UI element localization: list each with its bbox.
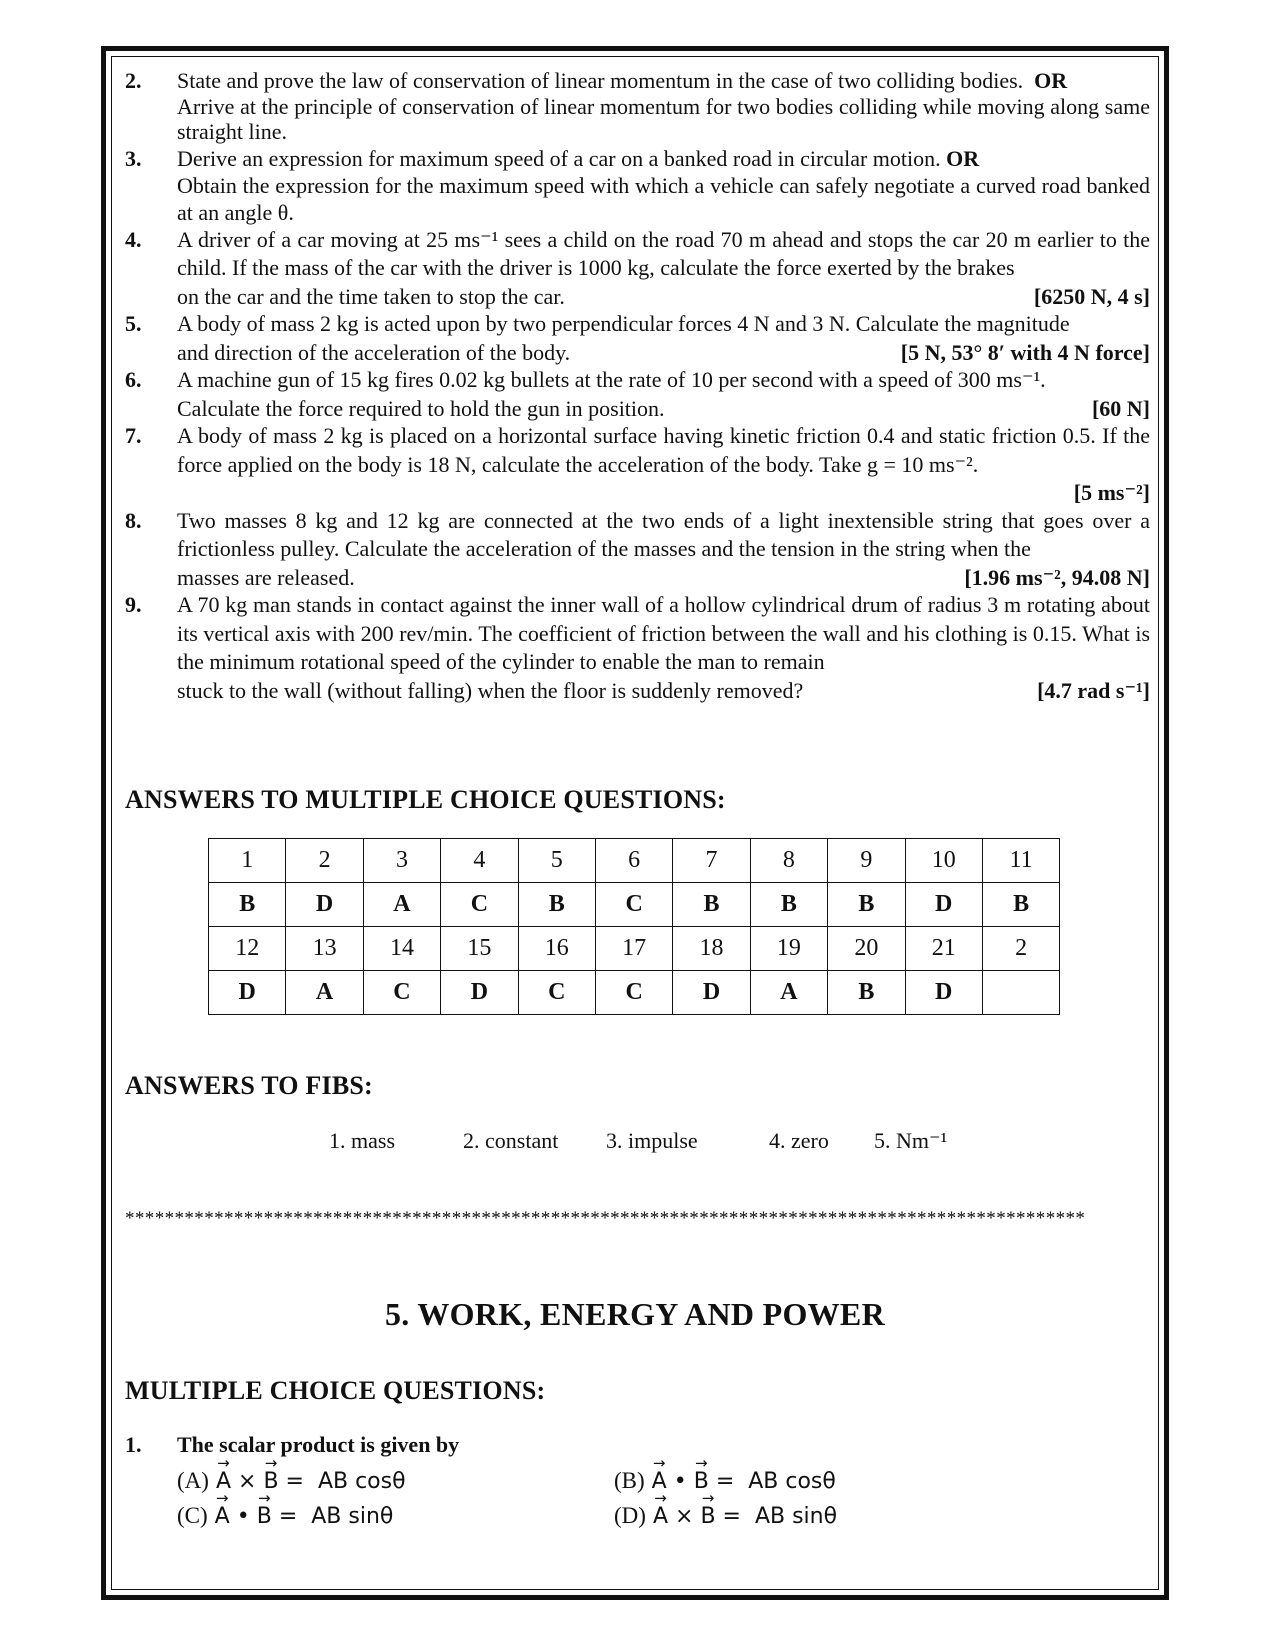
question-text-end: stuck to the wall (without falling) when the floor is suddenly removed? (177, 677, 804, 703)
question-text: A 70 kg man stands in contact against the inner wall of a hollow cylindrical drum of radius 3 m rotating about its vertical axis with 200 rev/min. The coefficient of friction between the wall and his clothing is 0.15. What is the minimum rotational speed of the cylinder to enable the man to remain (177, 592, 1150, 674)
question-2 (125, 68, 1150, 145)
fib-answer-4: 4. zero (769, 1128, 829, 1153)
question-text-alt: Arrive at the principle of conservation of linear momentum for two bodies colliding while moving along same straight line. (177, 93, 1150, 144)
question-number: 7. (125, 423, 142, 448)
option-c (177, 1503, 393, 1529)
mcq-table-cell: C (595, 883, 672, 927)
answer-key: [6250 N, 4 s] (1033, 283, 1150, 309)
mcq-table-cell: 11 (982, 839, 1059, 883)
fib-answer-5: 5. Nm⁻¹ (874, 1128, 948, 1153)
fib-answer-3: 3. impulse (606, 1128, 698, 1153)
fib-answer-2: 2. constant (463, 1128, 559, 1153)
question-4 (125, 226, 1150, 311)
question-text-end: and direction of the acceleration of the body. (177, 339, 571, 365)
mcq-table-cell: B (673, 883, 750, 927)
question-text: Two masses 8 kg and 12 kg are connected at the two ends of a light inextensible string that goes over a frictionless pulley. Calculate the acceleration of the masses and the tension in the string when the (177, 507, 1150, 561)
mcq-table-cell: 10 (905, 839, 982, 883)
mcq-table-cell: 3 (363, 839, 440, 883)
operator: × (238, 1469, 257, 1494)
question-text: A body of mass 2 kg is acted upon by two perpendicular forces 4 N and 3 N. Calculate the magnitude (177, 311, 1070, 336)
questions-list (125, 68, 1150, 704)
option-label: (A) (177, 1468, 209, 1493)
question-number: 6. (125, 367, 142, 392)
mcq-table-cell: C (595, 971, 672, 1015)
mcq-table-row (209, 927, 1060, 971)
question-3 (125, 145, 1150, 226)
mcq-table-cell: A (286, 971, 363, 1015)
mcq-answers-heading: ANSWERS TO MULTIPLE CHOICE QUESTIONS: (125, 785, 726, 814)
mcq-table-cell: C (441, 883, 518, 927)
option-b (614, 1468, 836, 1494)
vector-a: → A (216, 1469, 231, 1494)
option-rhs: = AB cosθ (715, 1469, 836, 1494)
question-1-text: The scalar product is given by (177, 1432, 460, 1457)
mcq-table-cell: 19 (750, 927, 827, 971)
question-1 (125, 1432, 142, 1458)
mcq-table-row (209, 839, 1060, 883)
question-text: A machine gun of 15 kg fires 0.02 kg bullets at the rate of 10 per second with a speed of 300 ms⁻¹. (177, 367, 1046, 392)
mcq-answers-table (208, 838, 1060, 1015)
option-label: (B) (614, 1468, 645, 1493)
mcq-table-cell: C (518, 971, 595, 1015)
mcq-table-row (209, 971, 1060, 1015)
mcq-table-cell: 17 (595, 927, 672, 971)
mcq-table-cell: D (286, 883, 363, 927)
mcq-table-cell: 6 (595, 839, 672, 883)
mcq-table-cell: D (905, 883, 982, 927)
question-number: 8. (125, 507, 142, 533)
option-rhs: = AB sinθ (278, 1504, 394, 1529)
answer-key: [1.96 ms⁻², 94.08 N] (964, 564, 1150, 590)
option-label: (D) (614, 1503, 646, 1528)
option-rhs: = AB cosθ (285, 1469, 406, 1494)
mcq-table-cell: D (209, 971, 286, 1015)
question-number: 2. (125, 68, 142, 93)
fibs-heading: ANSWERS TO FIBS: (125, 1071, 373, 1100)
question-text: A driver of a car moving at 25 ms⁻¹ sees a child on the road 70 m ahead and stops the car 20 m earlier to the child. If the mass of the car with the driver is 1000 kg, calculate the force exerted by the brakes (177, 226, 1150, 280)
mcq-table-cell: B (828, 883, 905, 927)
vector-b: → B (257, 1504, 272, 1529)
option-rhs: = AB sinθ (722, 1504, 838, 1529)
mcq-table-cell: 20 (828, 927, 905, 971)
vector-b: → B (694, 1469, 709, 1494)
option-a (177, 1468, 406, 1494)
mcq-table-cell: 12 (209, 927, 286, 971)
mcq-table-cell: D (441, 971, 518, 1015)
mcq-table-cell: 2 (286, 839, 363, 883)
question-number: 1. (125, 1432, 142, 1457)
answer-key: [5 N, 53° 8′ with 4 N force] (900, 339, 1150, 365)
mcq-table-cell: 4 (441, 839, 518, 883)
question-9 (125, 591, 1150, 704)
or-label: OR (1034, 68, 1068, 93)
question-text-alt: Obtain the expression for the maximum speed with which a vehicle can safely negotiate a curved road banked at an angle θ. (177, 172, 1150, 225)
mcq-table-cell: B (518, 883, 595, 927)
question-7 (125, 422, 1150, 507)
operator: • (236, 1504, 250, 1529)
fib-answer-1: 1. mass (329, 1128, 395, 1153)
option-label: (C) (177, 1503, 208, 1528)
answer-key: [60 N] (1091, 395, 1150, 421)
vector-a: → A (652, 1469, 667, 1494)
mcq-table-cell: 14 (363, 927, 440, 971)
vector-a: → A (215, 1504, 230, 1529)
question-number: 4. (125, 226, 142, 252)
mcq-table-cell: A (363, 883, 440, 927)
question-number: 9. (125, 592, 142, 617)
question-6 (125, 366, 1150, 422)
question-text-end: masses are released. (177, 564, 355, 590)
mcq-table-cell: B (750, 883, 827, 927)
question-text-end: on the car and the time taken to stop the car. (177, 283, 565, 309)
mcq-table-cell: 5 (518, 839, 595, 883)
mcq-table-cell: A (750, 971, 827, 1015)
operator: × (675, 1504, 694, 1529)
answer-key: [4.7 rad s⁻¹] (1037, 677, 1150, 703)
mcq-table-cell: B (828, 971, 905, 1015)
vector-a: → A (653, 1504, 668, 1529)
mcq-table-cell: 9 (828, 839, 905, 883)
mcq-table-cell: 15 (441, 927, 518, 971)
mcq-table-cell: 1 (209, 839, 286, 883)
vector-b: → B (700, 1504, 715, 1529)
operator: • (673, 1469, 687, 1494)
or-label: OR (946, 145, 980, 171)
question-number: 5. (125, 311, 142, 336)
mcq-table-cell: 7 (673, 839, 750, 883)
mcq-table-cell: 2 (982, 927, 1059, 971)
question-text: State and prove the law of conservation of linear momentum in the case of two colliding bodies. (177, 68, 1024, 93)
answer-key: [5 ms⁻²] (1073, 480, 1150, 505)
mcq-table-cell: D (905, 971, 982, 1015)
mcq-table-cell: 13 (286, 927, 363, 971)
question-text: Derive an expression for maximum speed of a car on a banked road in circular motion. (177, 145, 941, 171)
separator-stars: ************************************************************************************************* (125, 1208, 1086, 1229)
chapter-title: 5. WORK, ENERGY AND POWER (385, 1296, 885, 1332)
question-number: 3. (125, 145, 142, 171)
option-d (614, 1503, 837, 1529)
question-8 (125, 507, 1150, 592)
question-5 (125, 310, 1150, 366)
mcq-table-cell: B (982, 883, 1059, 927)
mcq-table-cell: 21 (905, 927, 982, 971)
question-text: A body of mass 2 kg is placed on a horizontal surface having kinetic friction 0.4 and static friction 0.5. If the force applied on the body is 18 N, calculate the acceleration of the body. Take g = 10 ms⁻². (177, 423, 1150, 477)
mcq-table-cell: 18 (673, 927, 750, 971)
mcq-table-cell (982, 971, 1059, 1015)
mcq-section-heading: MULTIPLE CHOICE QUESTIONS: (125, 1376, 546, 1405)
mcq-table-cell: 16 (518, 927, 595, 971)
mcq-table-cell: B (209, 883, 286, 927)
question-text-end: Calculate the force required to hold the gun in position. (177, 395, 665, 421)
mcq-table-cell: D (673, 971, 750, 1015)
vector-b: → B (263, 1469, 278, 1494)
mcq-table-cell: 8 (750, 839, 827, 883)
mcq-table-cell: C (363, 971, 440, 1015)
mcq-table-row (209, 883, 1060, 927)
